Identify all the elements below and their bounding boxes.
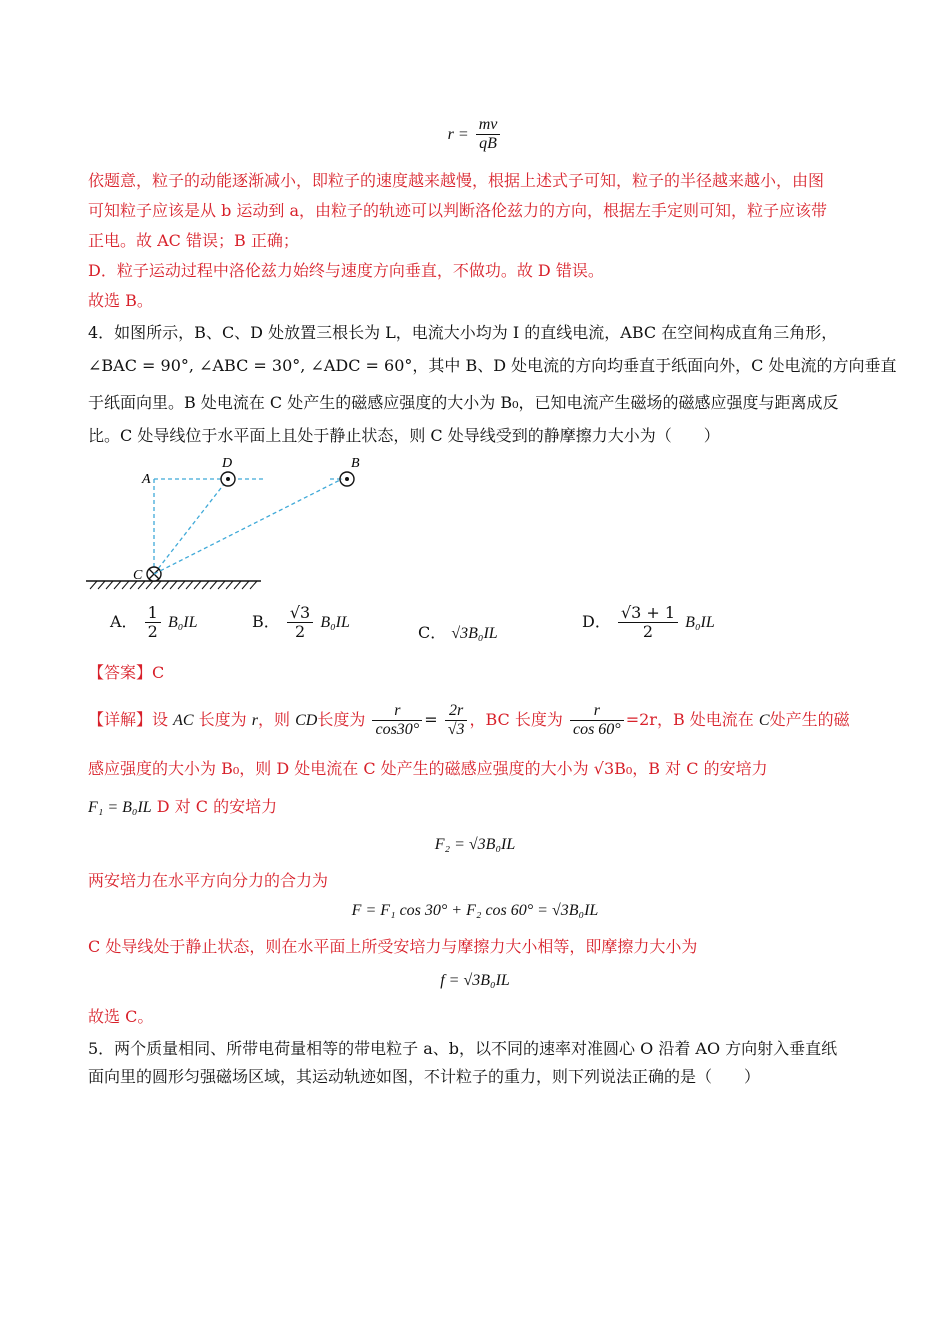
label-a: A: [142, 472, 151, 487]
detail-d-force: D 对 C 的安培力: [151, 797, 278, 816]
detail-text-bc: ，BC 长度为: [469, 710, 563, 729]
detail-frac-3: [570, 702, 624, 739]
option-b-tail: B₀IL: [320, 614, 350, 631]
detail-frac-1-den: cos30°: [375, 721, 420, 738]
detail-line-3: [88, 796, 277, 819]
equation-f: F = F₁ cos 30° + F₂ cos 60° = √3B₀IL: [351, 902, 599, 919]
option-a-label: A．: [110, 612, 138, 631]
detail-line-1: [88, 700, 850, 741]
detail-text-then: ，则: [258, 710, 291, 729]
q4-line-1: 4．如图所示，B、C、D 处放置三根长为 L，电流大小均为 I 的直线电流，ABC 在空间构成直角三角形，: [88, 323, 838, 342]
detail-text-length: 长度为: [198, 710, 247, 729]
detail-frac-3-den: cos 60°: [572, 721, 621, 738]
option-b-num: √3: [287, 604, 313, 623]
detail-text-b: =2r，B 处电流在: [625, 710, 754, 729]
detail-text-mag: 处产生的磁: [769, 710, 850, 729]
detail-f1: F₁ = B₀IL: [88, 799, 152, 816]
option-d-den: 2: [642, 622, 654, 641]
detail-cd: CD: [295, 712, 318, 729]
detail-c: C: [758, 712, 770, 729]
formula-r-num: mv: [476, 116, 501, 135]
option-a-fraction: [145, 604, 161, 641]
option-c-label: C．: [418, 623, 447, 642]
formula-r: [0, 116, 950, 153]
equation-f2: F₂ = √3B₀IL: [434, 836, 516, 853]
detail-ac: AC: [173, 712, 194, 729]
option-d-fraction: [618, 604, 678, 641]
detail-frac-2-num: 2r: [445, 702, 468, 721]
detail-text-length-2: 长度为: [317, 710, 366, 729]
label-c: C: [133, 568, 143, 583]
option-c-text: √3B₀IL: [451, 625, 498, 642]
detail-line-2: 感应强度的大小为 B₀，则 D 处电流在 C 处产生的磁感应强度的大小为 √3B₀，B 对 C 的安培力: [88, 759, 768, 778]
explain-line-5: 故选 B。: [88, 291, 153, 310]
detail-line-5: C 处导线处于静止状态，则在水平面上所受安培力与摩擦力大小相等，即摩擦力大小为: [88, 937, 698, 956]
option-a-tail: B₀IL: [167, 614, 198, 631]
option-d-label: D．: [582, 612, 611, 631]
explain-line-2: 可知粒子应该是从 b 运动到 a，由粒子的轨迹可以判断洛伦兹力的方向，根据左手定则可知，粒子应该带: [88, 201, 828, 220]
answer: 【答案】C: [88, 663, 165, 682]
q4-line-4: 比。C 处导线位于水平面上且处于静止状态，则 C 处导线受到的静摩擦力大小为（ ）: [88, 426, 720, 445]
detail-line-6: 故选 C。: [88, 1007, 154, 1026]
detail-frac-1-num: r: [372, 702, 422, 721]
label-b: B: [351, 456, 360, 471]
option-d-num: √3 + 1: [618, 604, 678, 623]
formula-r-lhs: r =: [447, 126, 469, 143]
q5-line-1: 5．两个质量相同、所带电荷量相等的带电粒子 a、b，以不同的速率对准圆心 O 沿着 AO 方向射入垂直纸: [88, 1039, 838, 1058]
detail-head: 【详解】: [88, 710, 153, 729]
formula-r-fraction: [476, 116, 501, 153]
detail-line-4: 两安培力在水平方向分力的合力为: [88, 871, 329, 890]
label-d: D: [222, 456, 233, 471]
equation-friction: f = √3B₀IL: [440, 972, 510, 989]
detail-frac-1: [372, 702, 422, 739]
explain-line-1: 依题意，粒子的动能逐渐减小，即粒子的速度越来越慢，根据上述式子可知，粒子的半径越来越小，由图: [88, 171, 825, 190]
detail-frac-2-den: √3: [447, 721, 465, 738]
detail-frac-3-num: r: [570, 702, 624, 721]
q4-line-2: ∠BAC = 90°, ∠ABC = 30°, ∠ADC = 60°，其中 B、D 处电流的方向均垂直于纸面向外，C 处电流的方向垂直: [88, 356, 897, 375]
explain-line-3: 正电。故 AC 错误；B 正确；: [88, 231, 299, 250]
detail-r: r: [251, 712, 259, 729]
detail-eq-1: =: [424, 710, 438, 729]
q5-line-2: 面向里的圆形匀强磁场区域，其运动轨迹如图，不计粒子的重力，则下列说法正确的是（ ）: [88, 1067, 761, 1086]
option-b-label: B．: [252, 612, 280, 631]
option-b[interactable]: [252, 604, 350, 641]
detail-frac-2: [445, 702, 468, 739]
option-c[interactable]: [418, 620, 498, 643]
q4-line-3: 于纸面向里。B 处电流在 C 处产生的磁感应强度的大小为 B₀，已知电流产生磁场的磁感应强度与距离成反: [88, 393, 839, 412]
option-b-den: 2: [294, 622, 306, 641]
line-cb-figure: [152, 470, 352, 580]
option-d[interactable]: [582, 604, 715, 641]
explain-line-4: D．粒子运动过程中洛伦兹力始终与速度方向垂直，不做功。故 D 错误。: [88, 261, 604, 280]
formula-r-den: qB: [479, 135, 497, 152]
ground-hatch: [90, 581, 257, 589]
option-a-den: 2: [147, 622, 158, 641]
option-b-fraction: [287, 604, 313, 641]
option-d-tail: B₀IL: [685, 614, 715, 631]
detail-text-set: 设: [152, 710, 169, 729]
option-a[interactable]: [110, 604, 198, 641]
option-a-num: 1: [145, 604, 161, 623]
